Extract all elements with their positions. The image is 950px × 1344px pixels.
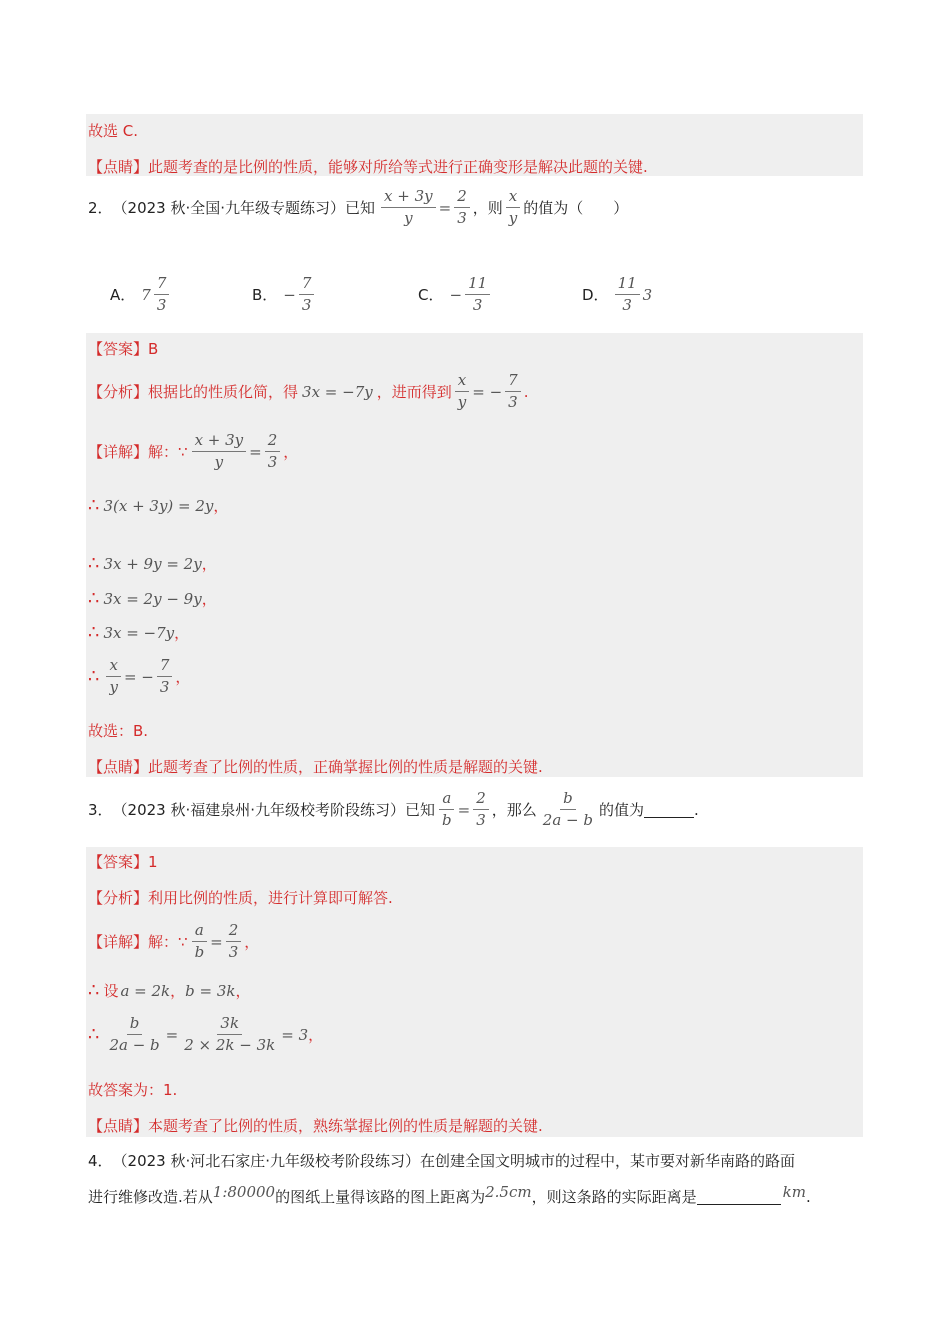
q4-stem-line2: 进行维修改造.若从 1:80000 的图纸上量得该路的图上距离为 2.5cm ，则这条路的实际距离是 km . xyxy=(88,1182,811,1206)
comment-tag: 【点睛】 xyxy=(88,158,149,176)
q3-comment: 【点睛】 本题考查了比例的性质，熟练掌握比例的性质是解题的关键. xyxy=(88,1117,543,1135)
option-b[interactable]: B． − $\frac{7}{3}$ xyxy=(252,275,317,314)
option-d[interactable]: D． $\frac{11}{3}$ 3 xyxy=(582,274,653,314)
q3-analysis: 【分析】 利用比例的性质，进行计算即可解答. xyxy=(88,889,393,907)
q2-analysis: 【分析】 根据比的性质化简，得 3x = −7y ，进而得到 $\frac{x}{y}$ = − $\frac{7}{3}$ . xyxy=(88,371,529,411)
q3-detail: 【详解】 解：∵ $\frac{a}{b}$ = $\frac{2}{3}$ ， xyxy=(88,921,260,961)
q2-stem: 2． （2023 秋·全国·九年级专题练习）已知 $\frac{x + 3y}{y}$ = $\frac{2}{3}$ ，则 $\frac{x}{y}$ 的值为（ ） xyxy=(88,187,629,227)
q2-detail: 【详解】 解：∵ $\frac{x + 3y}{y}$ = $\frac{2}{3}$ ， xyxy=(88,431,299,471)
q3-stem: 3． （2023 秋·福建泉州·九年级校考阶段练习）已知 $\frac{a}{b}$ = $\frac{2}{3}$ ，那么 $\frac{b}{2a - b}$ 的值为 . xyxy=(88,789,699,829)
answer-blank[interactable] xyxy=(697,1188,781,1205)
q4-stem-line1: 4． （2023 秋·河北石家庄·九年级校考阶段练习）在创建全国文明城市的过程中，某市要对新华南路的路面 xyxy=(88,1152,796,1170)
q2-step-1: ∴ 3(x + 3y) = 2y ， xyxy=(88,495,229,516)
q3-conclusion: 故答案为：1. xyxy=(88,1081,178,1099)
q2-comment: 【点睛】 此题考查了比例的性质，正确掌握比例的性质是解题的关键. xyxy=(88,758,543,776)
q3-calc-line: ∴ $\frac{b}{2a - b}$ = $\frac{3k}{2 \times 2k - 3k}$ = 3 ， xyxy=(88,1014,324,1054)
q2-conclusion: 故选：B. xyxy=(88,722,149,740)
q2-step-3: ∴ 3x = 2y − 9y ， xyxy=(88,588,217,609)
q3-answer: 【答案】 1 xyxy=(88,852,158,871)
q2-step-5: ∴ $\frac{x}{y}$ = − $\frac{7}{3}$ ， xyxy=(88,656,191,696)
q2-step-2: ∴ 3x + 9y = 2y ， xyxy=(88,553,217,574)
q3-set-line: ∴ 设 a = 2k ， b = 3k ， xyxy=(88,980,251,1001)
q2-step-4: ∴ 3x = −7y ， xyxy=(88,622,190,643)
q2-answer: 【答案】 B xyxy=(88,339,159,358)
option-a[interactable]: A． 7 $\frac{7}{3}$ xyxy=(110,275,172,314)
q1-comment: 【点睛】 此题考查的是比例的性质，能够对所给等式进行正确变形是解决此题的关键. xyxy=(88,158,648,176)
q1-conclusion: 故选 C. xyxy=(88,122,139,140)
answer-blank[interactable] xyxy=(644,801,694,818)
option-c[interactable]: C． − $\frac{11}{3}$ xyxy=(418,275,493,314)
